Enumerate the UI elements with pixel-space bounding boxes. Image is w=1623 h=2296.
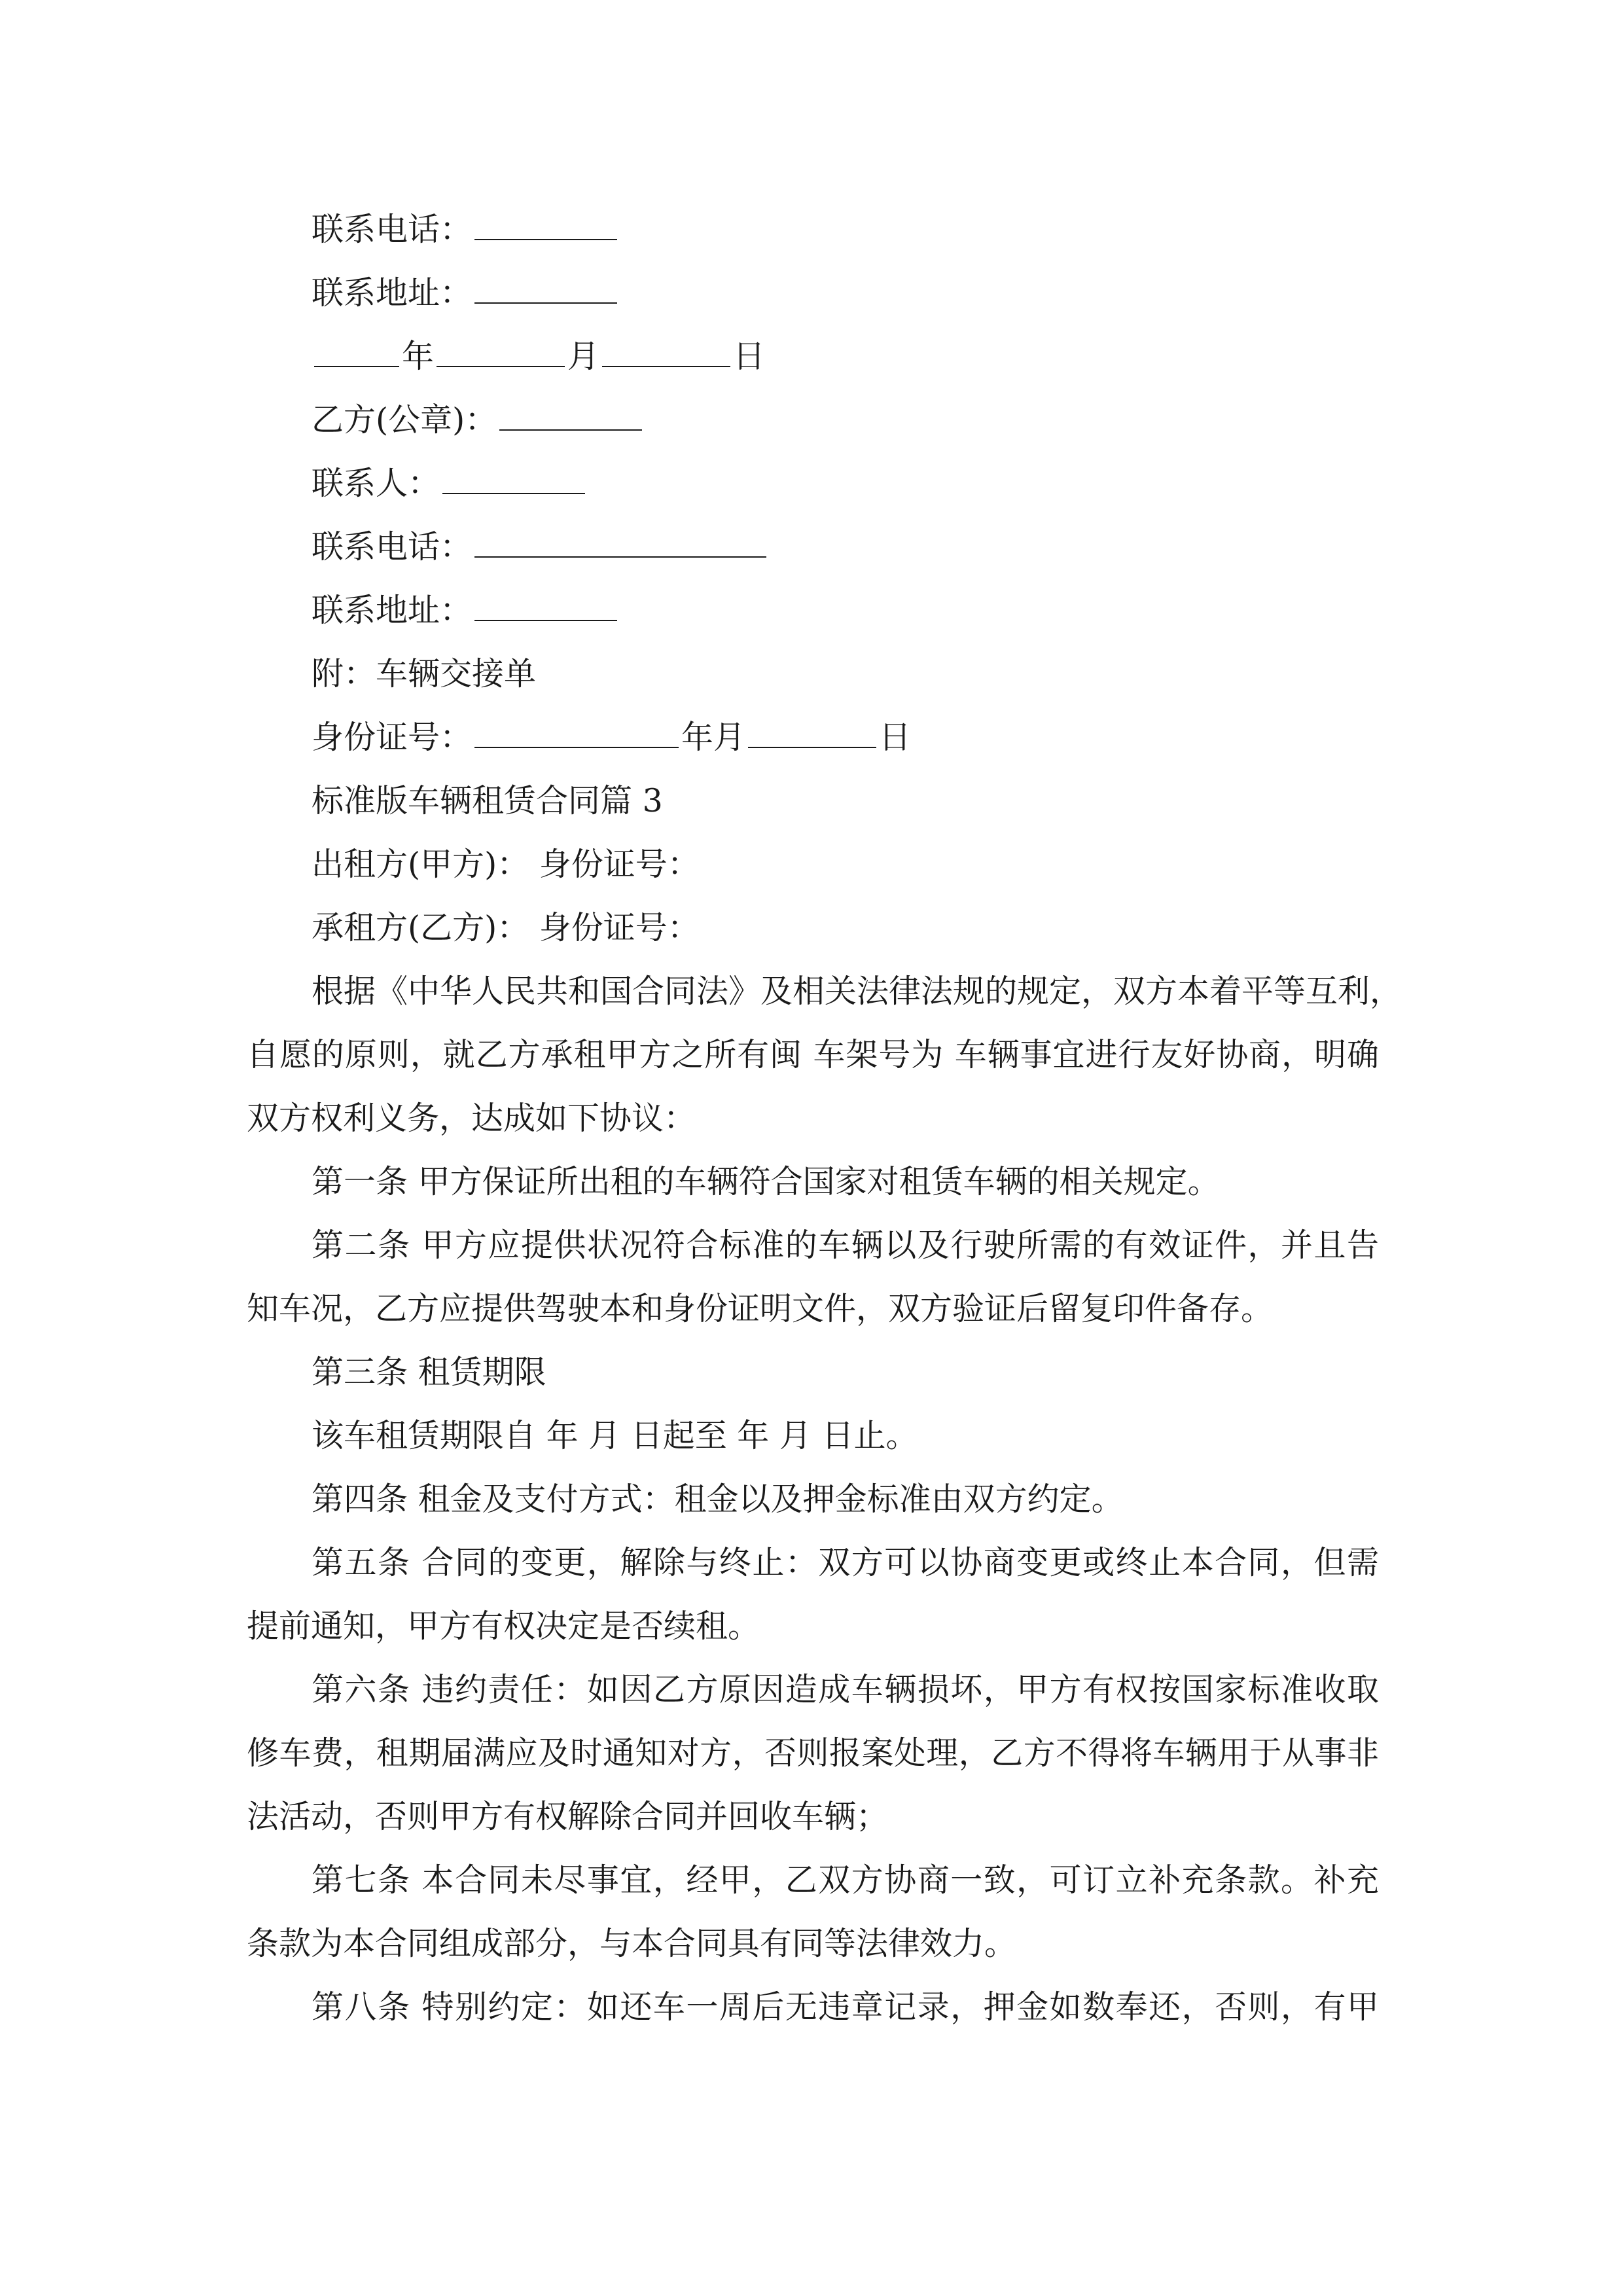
article-4 bbox=[247, 1480, 1379, 1543]
contact-address-label-2: 联系地址： bbox=[312, 592, 473, 629]
party-b-seal-blank bbox=[499, 401, 642, 431]
year-blank bbox=[314, 337, 399, 367]
party-b-seal-label: 乙方(公章)： bbox=[312, 401, 497, 439]
contact-person-blank bbox=[442, 464, 585, 494]
id-day-label: 日 bbox=[879, 719, 912, 756]
article-6-line-3: 法活动，否则甲方有权解除合同并回收车辆； bbox=[247, 1798, 889, 1835]
year-label: 年 bbox=[402, 338, 435, 375]
contact-person-label: 联系人： bbox=[312, 465, 440, 502]
intro-line-3: 双方权利义务，达成如下协议： bbox=[247, 1100, 696, 1137]
party-b-seal-line bbox=[312, 401, 645, 440]
contact-phone-line bbox=[312, 210, 620, 249]
contact-phone-label: 联系电话： bbox=[312, 211, 473, 248]
month-label: 月 bbox=[567, 338, 600, 375]
article-3-body-line: 该车租赁期限自 年 月 日起至 年 月 日止。 bbox=[312, 1417, 918, 1454]
article-1 bbox=[247, 1162, 1379, 1226]
intro-line-2: 自愿的原则，就乙方承租甲方之所有闽 车架号为 车辆事宜进行友好协商，明确 bbox=[247, 1036, 1379, 1073]
article-3 bbox=[247, 1353, 1379, 1416]
article-3-title: 第三条 租赁期限 bbox=[312, 1354, 546, 1391]
article-7-line-1: 第七条 本合同未尽事宜，经甲，乙双方协商一致，可订立补充条款。补充 bbox=[312, 1861, 1379, 1899]
article-7-line-2: 条款为本合同组成部分，与本合同具有同等法律效力。 bbox=[247, 1925, 1017, 1962]
attachment-line bbox=[312, 655, 536, 694]
article-6-line-2: 修车费，租期届满应及时通知对方，否则报案处理，乙方不得将车辆用于从事非 bbox=[247, 1734, 1379, 1772]
article-3-body bbox=[247, 1416, 1379, 1480]
article-6 bbox=[247, 1670, 1379, 1861]
lessor-line bbox=[312, 845, 700, 884]
day-blank bbox=[602, 337, 730, 367]
article-8 bbox=[247, 1988, 1379, 2051]
article-7 bbox=[247, 1861, 1379, 1988]
article-5-line-2: 提前通知，甲方有权决定是否续租。 bbox=[247, 1607, 760, 1645]
month-blank bbox=[437, 337, 565, 367]
date-line bbox=[312, 337, 765, 376]
article-2-line-2: 知车况，乙方应提供驾驶本和身份证明文件，双方验证后留复印件备存。 bbox=[247, 1290, 1274, 1327]
contact-phone-label-2: 联系电话： bbox=[312, 528, 473, 565]
id-yearmonth-label: 年月 bbox=[681, 719, 746, 756]
lessee-text: 承租方(乙方)： 身份证号： bbox=[312, 909, 700, 946]
article-6-line-1: 第六条 违约责任：如因乙方原因造成车辆损坏，甲方有权按国家标准收取 bbox=[312, 1671, 1379, 1708]
contact-phone-blank-2 bbox=[474, 528, 766, 558]
intro-line-1: 根据《中华人民共和国合同法》及相关法律法规的规定，双方本着平等互利， bbox=[312, 973, 1402, 1010]
attachment-text: 附：车辆交接单 bbox=[312, 655, 537, 692]
article-8-line-1: 第八条 特别约定：如还车一周后无违章记录，押金如数奉还，否则，有甲 bbox=[312, 1988, 1379, 2026]
section-title-text: 标准版车辆租赁合同篇 3 bbox=[312, 782, 663, 819]
contact-address-label: 联系地址： bbox=[312, 274, 473, 312]
contact-phone-line-2 bbox=[312, 528, 769, 567]
lessor-text: 出租方(甲方)： 身份证号： bbox=[312, 846, 700, 883]
article-4-line-1: 第四条 租金及支付方式：租金以及押金标准由双方约定。 bbox=[312, 1480, 1124, 1518]
contact-address-blank-2 bbox=[474, 591, 617, 621]
contact-address-blank bbox=[474, 274, 617, 304]
article-2 bbox=[247, 1226, 1379, 1353]
paragraph-intro bbox=[247, 972, 1402, 1162]
article-5 bbox=[247, 1543, 1379, 1670]
contact-person-line bbox=[312, 464, 588, 503]
article-2-line-1: 第二条 甲方应提供状况符合标准的车辆以及行驶所需的有效证件，并且告 bbox=[312, 1227, 1379, 1264]
contact-address-line bbox=[312, 274, 620, 313]
article-1-line-1: 第一条 甲方保证所出租的车辆符合国家对租赁车辆的相关规定。 bbox=[312, 1163, 1220, 1200]
contact-address-line-2 bbox=[312, 591, 620, 630]
article-5-line-1: 第五条 合同的变更，解除与终止：双方可以协商变更或终止本合同，但需 bbox=[312, 1544, 1379, 1581]
id-number-line bbox=[312, 718, 911, 757]
id-day-blank bbox=[748, 718, 876, 748]
id-number-blank bbox=[474, 718, 679, 748]
id-number-label: 身份证号： bbox=[312, 719, 473, 756]
lessee-line bbox=[312, 908, 700, 948]
contact-phone-blank bbox=[474, 210, 617, 240]
section-title bbox=[312, 781, 663, 821]
day-label: 日 bbox=[733, 338, 766, 375]
